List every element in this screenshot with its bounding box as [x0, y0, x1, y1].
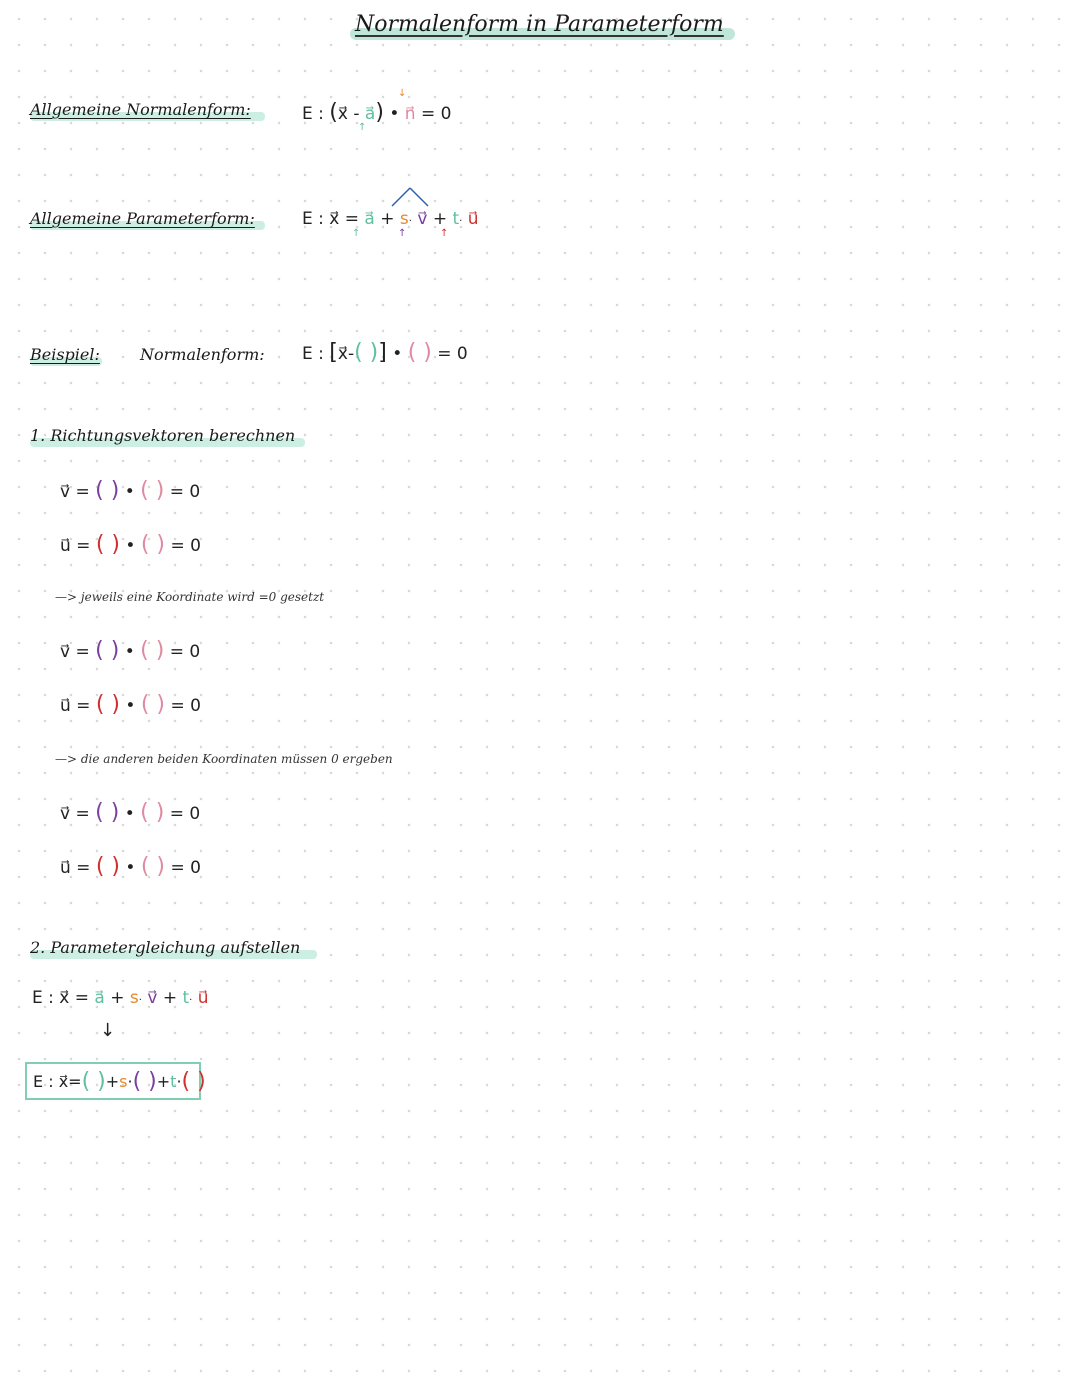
- plane-prefix: E :: [302, 344, 324, 364]
- general-param-label: Allgemeine Parameterform:: [30, 209, 255, 228]
- vector-x: x⃗: [337, 104, 348, 124]
- example-formula: E : [x⃗-( )] • ( ) = 0: [302, 340, 468, 365]
- step1-row-v-1: v⃗ = ( ) • ( ) = 0: [60, 478, 201, 503]
- general-param-formula: E : x⃗ = a⃗ + s· v⃗ + t· u⃗: [302, 209, 479, 229]
- vector-x: x⃗: [337, 344, 348, 364]
- param-t: t: [182, 988, 190, 1008]
- normal-vector: ( ): [407, 340, 432, 365]
- plus: +: [432, 209, 448, 229]
- step1-row-u-2: u⃗ = ( ) • ( ) = 0: [60, 692, 201, 717]
- step1-row-u-3: u⃗ = ( ) • ( ) = 0: [60, 854, 201, 879]
- dot-operator: •: [389, 104, 400, 124]
- step1-heading: 1. Richtungsvektoren berechnen: [30, 426, 296, 445]
- vector-x: x⃗: [58, 1071, 69, 1091]
- vector-v: v⃗: [147, 988, 158, 1008]
- step1-row-v-3: v⃗ = ( ) • ( ) = 0: [60, 800, 201, 825]
- support-vector: ( ): [354, 340, 379, 365]
- down-arrow-icon: ↓: [398, 88, 407, 99]
- down-arrow-icon: ↓: [100, 1020, 116, 1041]
- vector-u: u⃗: [60, 858, 71, 878]
- note-2: —> die anderen beiden Koordinaten müssen 0 ergeben: [55, 752, 393, 766]
- up-arrow-icon: ↑: [352, 228, 361, 239]
- up-arrow-icon: ↑: [398, 228, 407, 239]
- plane-prefix: E :: [302, 209, 324, 229]
- vector-x: x⃗: [329, 209, 340, 229]
- step2-formula: E : x⃗ = a⃗ + s· v⃗ + t· u⃗: [32, 988, 209, 1008]
- vector-v: v⃗: [60, 642, 71, 662]
- example-label: Beispiel:: [30, 345, 100, 364]
- vector-v: v⃗: [60, 482, 71, 502]
- general-normal-formula: [302, 100, 451, 125]
- equals-zero: = 0: [437, 344, 468, 364]
- general-normal-label: Allgemeine Normalenform:: [30, 100, 251, 119]
- vector-a: a⃗: [364, 104, 376, 124]
- equals: =: [344, 209, 359, 229]
- note-1: —> jeweils eine Koordinate wird =0 gesetzt: [55, 590, 325, 604]
- vector-x: x⃗: [59, 988, 70, 1008]
- step2-heading: 2. Parametergleichung aufstellen: [30, 938, 301, 957]
- dot-operator: •: [392, 344, 403, 364]
- open-bracket: [: [329, 340, 338, 365]
- vector-u: u⃗: [467, 209, 479, 229]
- plane-prefix: E :: [302, 104, 324, 124]
- param-s: s: [399, 209, 409, 229]
- param-t: t: [452, 209, 460, 229]
- result-box: E : x⃗ = ( ) + s · ( ) + t · ( ): [25, 1062, 201, 1100]
- step1-row-v-2: v⃗ = ( ) • ( ) = 0: [60, 638, 201, 663]
- close-bracket: ]: [378, 340, 387, 365]
- up-arrow-icon: ↑: [358, 122, 367, 133]
- vector-a: a⃗: [364, 209, 375, 229]
- vector-v: v⃗: [60, 804, 71, 824]
- open-paren: (: [329, 100, 338, 125]
- plus: +: [380, 209, 395, 229]
- vector-n: n⃗: [404, 104, 416, 124]
- equals-zero: = 0: [420, 104, 452, 124]
- vector-a: a⃗: [94, 988, 105, 1008]
- example-sublabel: Normalenform:: [140, 345, 265, 364]
- step1-row-u-1: u⃗ = ( ) • ( ) = 0: [60, 532, 201, 557]
- vector-u: u⃗: [60, 536, 71, 556]
- vector-u: u⃗: [60, 696, 71, 716]
- param-s: s: [129, 988, 139, 1008]
- page-title: Normalenform in Parameterform: [355, 12, 724, 37]
- vector-u: u⃗: [197, 988, 209, 1008]
- up-arrow-icon: ↑: [440, 228, 449, 239]
- close-paren: ): [375, 100, 384, 125]
- vector-v: v⃗: [417, 209, 428, 229]
- parameter-arrows-icon: [380, 186, 440, 210]
- minus: -: [353, 104, 360, 124]
